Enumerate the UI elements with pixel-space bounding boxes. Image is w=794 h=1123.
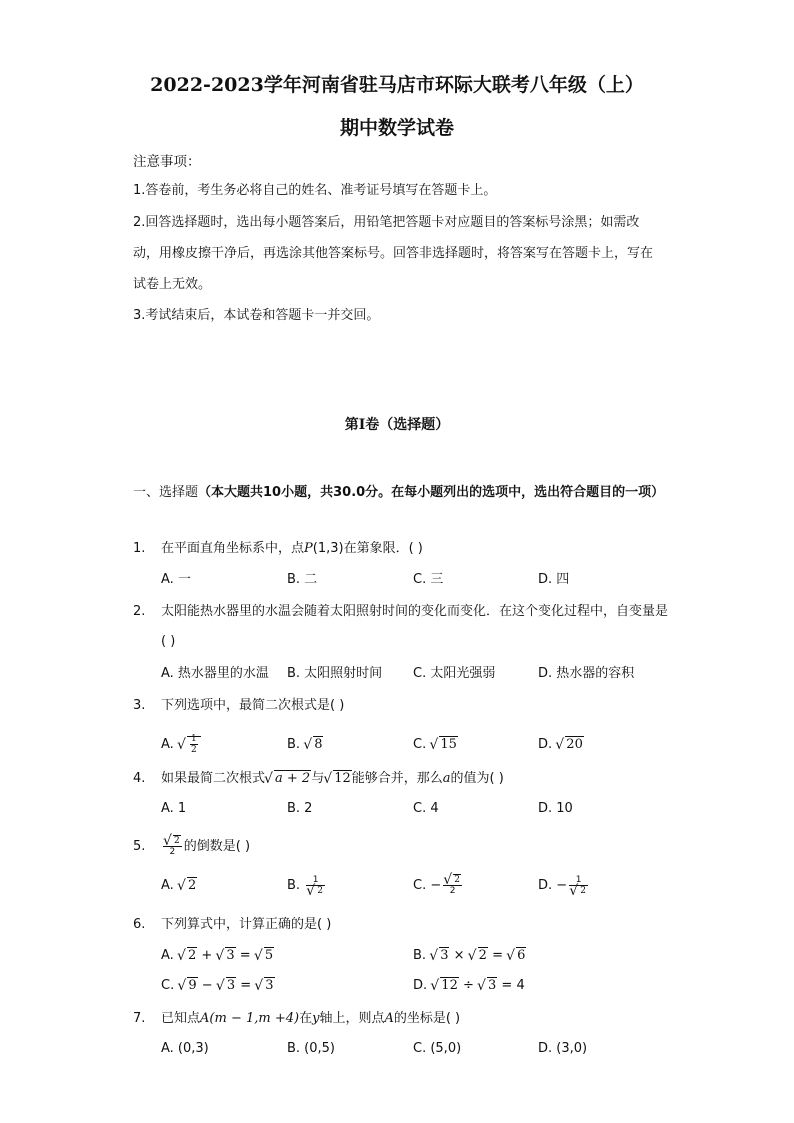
option-c	[161, 974, 275, 998]
option-a	[161, 733, 201, 757]
minus-sign: −	[430, 878, 442, 893]
option-a: A. 热水器里的水温	[161, 666, 269, 681]
option-label: D.	[413, 978, 428, 993]
option-label: A.	[161, 948, 174, 963]
radical	[178, 874, 197, 898]
option-c	[413, 874, 464, 898]
operator: =	[487, 948, 508, 963]
question-5-options	[161, 874, 681, 902]
math-var: y	[312, 1011, 320, 1026]
note-item-2: 2.回答选择题时，选出每小题答案后，用铅笔把答题卡对应题目的答案标号涂黑；如需改动，用橡皮擦干净后，再选涂其他答案标号。回答非选择题时，将答案写在答题卡上，写在试卷上无效。	[133, 215, 654, 292]
question-number: 6.	[133, 917, 146, 932]
question-6-options-row1	[161, 944, 681, 968]
option-label: A.	[161, 737, 174, 752]
option-b: B. (0,5)	[287, 1041, 336, 1056]
radicand: 2	[174, 836, 180, 846]
radical	[217, 974, 236, 998]
math-var: A	[384, 1011, 394, 1026]
question-number: 5.	[133, 839, 146, 854]
question-number: 4.	[133, 771, 146, 786]
question-text: 与	[311, 771, 325, 786]
question-text: 在平面直角坐标系中，点	[161, 541, 305, 556]
radical	[324, 764, 352, 794]
question-1-options	[161, 568, 681, 592]
radical	[469, 944, 488, 968]
option-label: C.	[413, 737, 427, 752]
question-2	[133, 597, 673, 657]
option-b: B. 2	[287, 801, 313, 816]
question-1	[133, 534, 673, 564]
question-6	[133, 910, 673, 940]
radical	[556, 733, 584, 757]
fraction	[306, 875, 325, 896]
question-7-options	[161, 1037, 681, 1061]
question-text: 下列算式中，计算正确的是( )	[161, 917, 332, 932]
radicand: 2	[580, 886, 586, 896]
question-text: 太阳能热水器里的水温会随着太阳照射时间的变化而变化．在这个变化过程中，自变量是( )	[161, 604, 669, 649]
question-number: 7.	[133, 1011, 146, 1026]
frac-num: 1	[569, 875, 588, 886]
question-number: 3.	[133, 698, 146, 713]
operator: ÷	[458, 978, 479, 993]
radicand: 5	[264, 948, 274, 963]
operator: = 4	[497, 978, 525, 993]
option-a: A. (0,3)	[161, 1041, 209, 1056]
question-text: 在	[299, 1011, 313, 1026]
radicand: 2	[187, 878, 197, 893]
radicand: a + 2	[275, 771, 311, 786]
radical	[255, 944, 274, 968]
radicand: 12	[334, 771, 351, 786]
option-c	[413, 733, 458, 757]
operator: −	[197, 978, 217, 993]
operator: +	[197, 948, 217, 963]
part-label: 一、选择题	[133, 485, 199, 500]
math-var: A	[200, 1011, 210, 1026]
radicand: 3	[226, 948, 235, 963]
option-label: A.	[161, 878, 174, 893]
radical	[430, 733, 458, 757]
exam-title-line1: 2022-2023学年河南省驻马店市环际大联考八年级（上）	[150, 74, 644, 96]
question-number: 1.	[133, 541, 146, 556]
option-label: D.	[538, 878, 553, 893]
option-b	[413, 944, 526, 968]
exam-title-line2: 期中数学试卷	[339, 117, 454, 139]
option-b: B. 太阳照射时间	[287, 666, 383, 681]
option-c: C. 4	[413, 801, 439, 816]
option-c: C. 三	[413, 572, 444, 587]
question-5	[133, 832, 673, 862]
option-d: D. 四	[538, 572, 570, 587]
math-var: P	[304, 541, 313, 556]
math-coord: (m − 1,m +4)	[209, 1011, 300, 1026]
option-d	[538, 733, 584, 757]
radical	[307, 886, 324, 896]
option-d: D. 10	[538, 801, 573, 816]
option-d: D. (3,0)	[538, 1041, 588, 1056]
question-text: 能够合并，那么	[351, 771, 443, 786]
radical	[478, 974, 497, 998]
option-a	[161, 944, 274, 968]
radicand: 3	[226, 978, 236, 993]
radicand: 3	[265, 978, 274, 993]
radicand: 12	[441, 978, 458, 993]
option-label: C.	[413, 878, 427, 893]
operator: =	[235, 948, 255, 963]
math-var: a	[442, 771, 451, 786]
question-text: 轴上，则点	[319, 1011, 385, 1026]
option-label: B.	[413, 948, 427, 963]
part-heading	[133, 478, 673, 508]
note-item-1: 1.答卷前，考生务必将自己的姓名、准考证号填写在答题卡上。	[133, 183, 497, 198]
radical	[178, 944, 197, 968]
radical	[216, 944, 235, 968]
radicand: 3	[488, 978, 497, 993]
radicand: 2	[454, 875, 460, 885]
question-2-options	[161, 662, 681, 686]
radical	[178, 974, 197, 998]
radicand: 6	[517, 948, 526, 963]
frac-den: 2	[169, 847, 176, 857]
radicand: 2	[478, 948, 487, 963]
fraction	[569, 875, 588, 896]
fraction	[190, 734, 198, 755]
radicand: 2	[187, 948, 197, 963]
option-d	[413, 974, 525, 998]
option-label: D.	[538, 737, 553, 752]
question-7	[133, 1004, 673, 1034]
option-a: A. 一	[161, 572, 191, 587]
question-3	[133, 691, 673, 721]
frac-num: √ 1	[190, 734, 197, 744]
question-text: 下列选项中，最简二次根式是( )	[161, 698, 345, 713]
notes-heading: 注意事项：	[133, 154, 201, 170]
option-label: B.	[287, 737, 301, 752]
option-a	[161, 874, 197, 898]
radical	[255, 974, 274, 998]
radical	[444, 875, 461, 885]
math-coord: (1,3)	[312, 541, 344, 556]
radicand: 3	[440, 948, 449, 963]
minus-sign: −	[556, 878, 568, 893]
operator: =	[236, 978, 256, 993]
radical	[265, 764, 311, 794]
part-desc: （本大题共10小题，共30.0分。在每小题列出的选项中，选出符合题目的一项）	[198, 485, 665, 500]
radicand: 15	[440, 737, 457, 752]
option-c: C. 太阳光强弱	[413, 666, 496, 681]
option-d: D. 热水器的容积	[538, 666, 635, 681]
radicand: 9	[188, 978, 197, 993]
radicand: 2	[317, 886, 323, 896]
radical	[430, 944, 449, 968]
question-6-options-row2	[161, 974, 681, 998]
question-number: 2.	[133, 604, 146, 619]
option-b	[287, 874, 327, 898]
note-item-3: 3.考试结束后，本试卷和答题卡一并交回。	[133, 308, 380, 323]
question-text: 的倒数是( )	[183, 839, 251, 854]
frac-den: 2	[449, 886, 456, 896]
radicand: 8	[314, 737, 323, 752]
question-4	[133, 764, 673, 794]
option-b	[287, 733, 323, 757]
option-b: B. 二	[287, 572, 318, 587]
radical	[304, 733, 323, 757]
radical	[507, 944, 526, 968]
option-label: B.	[287, 878, 301, 893]
radical	[431, 974, 459, 998]
question-3-options	[161, 733, 681, 761]
option-d	[538, 874, 590, 898]
question-text: 的坐标是( )	[393, 1011, 461, 1026]
option-a: A. 1	[161, 801, 187, 816]
option-label: C.	[161, 978, 175, 993]
fraction	[163, 836, 182, 857]
radical	[570, 886, 587, 896]
radicand: 20	[566, 737, 583, 752]
operator: ×	[449, 948, 469, 963]
radical	[178, 733, 201, 757]
section-title: 第I卷（选择题）	[344, 417, 450, 433]
question-text: 如果最简二次根式	[161, 771, 266, 786]
question-text: 的值为( )	[450, 771, 504, 786]
frac-den: 2	[190, 745, 197, 755]
frac-num: 1	[306, 875, 325, 886]
fraction	[443, 875, 462, 896]
option-c: C. (5,0)	[413, 1041, 462, 1056]
question-4-options	[161, 797, 681, 821]
question-text: 已知点	[161, 1011, 201, 1026]
question-text: 在第象限．( )	[343, 541, 423, 556]
radical	[164, 836, 181, 846]
